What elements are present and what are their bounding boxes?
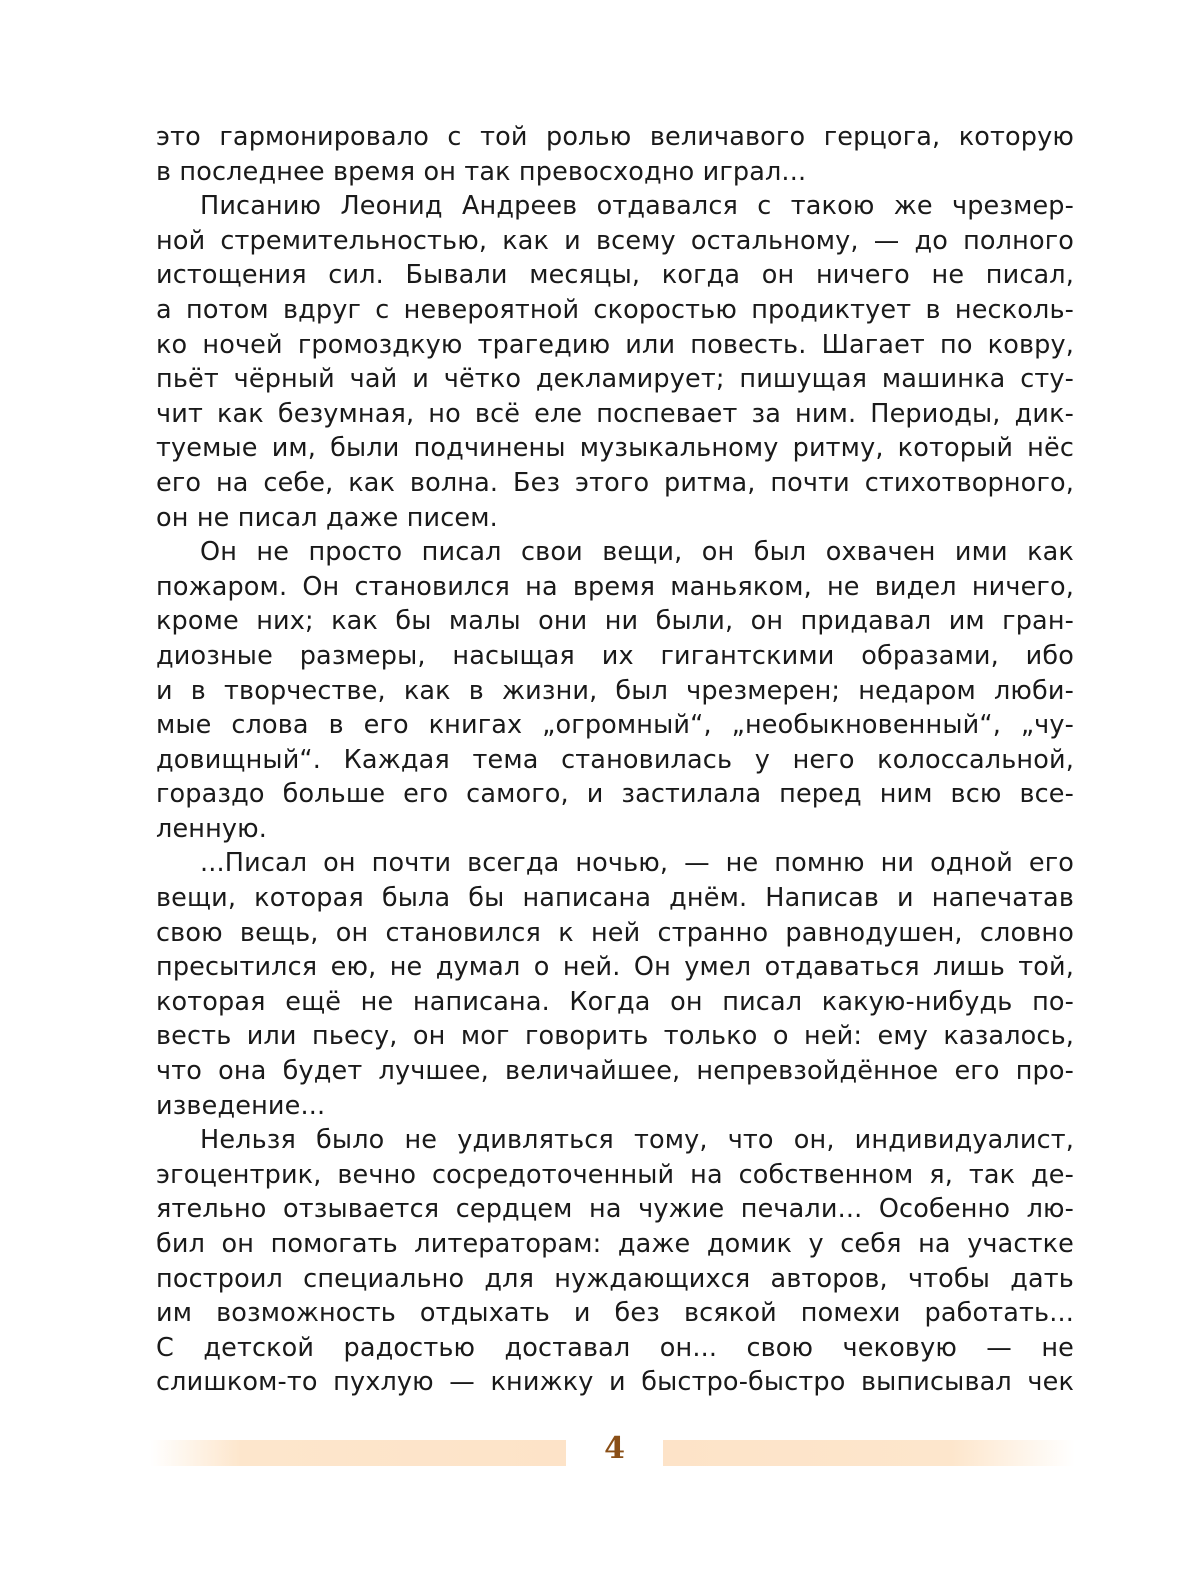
page-number: 4 — [604, 1431, 625, 1466]
text-line: и в творчестве, как в жизни, был чрезмерен; недаром люби- — [156, 675, 1074, 706]
text-line: которая ещё не написана. Когда он писал какую-нибудь по- — [156, 986, 1074, 1017]
text-line: ятельно отзывается сердцем на чужие печали... Особенно лю- — [156, 1194, 1074, 1225]
text-line: истощения сил. Бывали месяцы, когда он ничего не писал, — [156, 260, 1074, 291]
text-line: кроме них; как бы малы они ни были, он придавал им гран- — [156, 606, 1074, 637]
text-line: весть или пьесу, он мог говорить только о ней: ему казалось, — [156, 1021, 1074, 1052]
text-line: Писанию Леонид Андреев отдавался с такою же чрезмер- — [200, 191, 1074, 222]
text-line: слишком-то пухлую — книжку и быстро-быстро выписывал чек — [156, 1367, 1074, 1398]
text-line: это гармонировало с той ролью величавого герцога, которую — [156, 122, 1074, 152]
text-line: С детской радостью доставал он... свою чековую — не — [156, 1332, 1074, 1363]
text-line: пресытился ею, не думал о ней. Он умел отдаваться лишь той, — [156, 952, 1074, 983]
text-line: Он не просто писал свои вещи, он был охвачен ими как — [200, 537, 1074, 568]
text-line: в последнее время он так превосходно играл... — [156, 156, 807, 187]
text-line: бил он помогать литераторам: даже домик у себя на участке — [156, 1229, 1074, 1259]
text-line: а потом вдруг с невероятной скоростью продиктует в несколь- — [156, 294, 1074, 325]
footer-decor-bar-right — [663, 1440, 1075, 1466]
text-line: построил специально для нуждающихся авторов, чтобы дать — [156, 1263, 1074, 1294]
text-line: пьёт чёрный чай и чётко декламирует; пишущая машинка сту- — [156, 364, 1074, 395]
text-line: вещи, которая была бы написана днём. Написав и напечатав — [156, 883, 1074, 914]
text-line: ной стремительностью, как и всему остальному, — до полного — [156, 225, 1074, 256]
text-line: его на себе, как волна. Без этого ритма, почти стихотворного, — [156, 467, 1074, 498]
text-line: им возможность отдыхать и без всякой помехи работать... — [156, 1298, 1074, 1329]
page-footer — [150, 1431, 1075, 1466]
text-line: Нельзя было не удивляться тому, что он, индивидуалист, — [200, 1125, 1074, 1156]
text-line: ...Писал он почти всегда ночью, — не помню ни одной его — [200, 848, 1074, 879]
text-line: довищный“. Каждая тема становилась у него колоссальной, — [156, 744, 1074, 775]
text-line: пожаром. Он становился на время маньяком, не видел ничего, — [156, 571, 1074, 602]
text-line: туемые им, были подчинены музыкальному ритму, который нёс — [156, 433, 1074, 464]
text-line: мые слова в его книгах „огромный“, „необыкновенный“, „чу- — [156, 710, 1074, 741]
text-line: свою вещь, он становился к ней странно равнодушен, словно — [156, 917, 1074, 948]
text-line: эгоцентрик, вечно сосредоточенный на собственном я, так де- — [156, 1159, 1074, 1190]
text-line: что она будет лучшее, величайшее, непревзойдённое его про- — [156, 1056, 1074, 1087]
text-line: ко ночей громоздкую трагедию или повесть. Шагает по ковру, — [156, 329, 1074, 360]
footer-decor-bar-left — [150, 1440, 566, 1466]
text-line: ленную. — [156, 813, 268, 844]
text-line: диозные размеры, насыщая их гигантскими образами, ибо — [156, 640, 1074, 671]
text-line: гораздо больше его самого, и застилала перед ним всю все- — [156, 779, 1074, 810]
page-body-text — [156, 120, 1074, 1400]
text-line: чит как безумная, но всё еле поспевает за ним. Периоды, дик- — [156, 398, 1074, 429]
text-line: изведение... — [156, 1090, 326, 1121]
text-line: он не писал даже писем. — [156, 502, 498, 533]
